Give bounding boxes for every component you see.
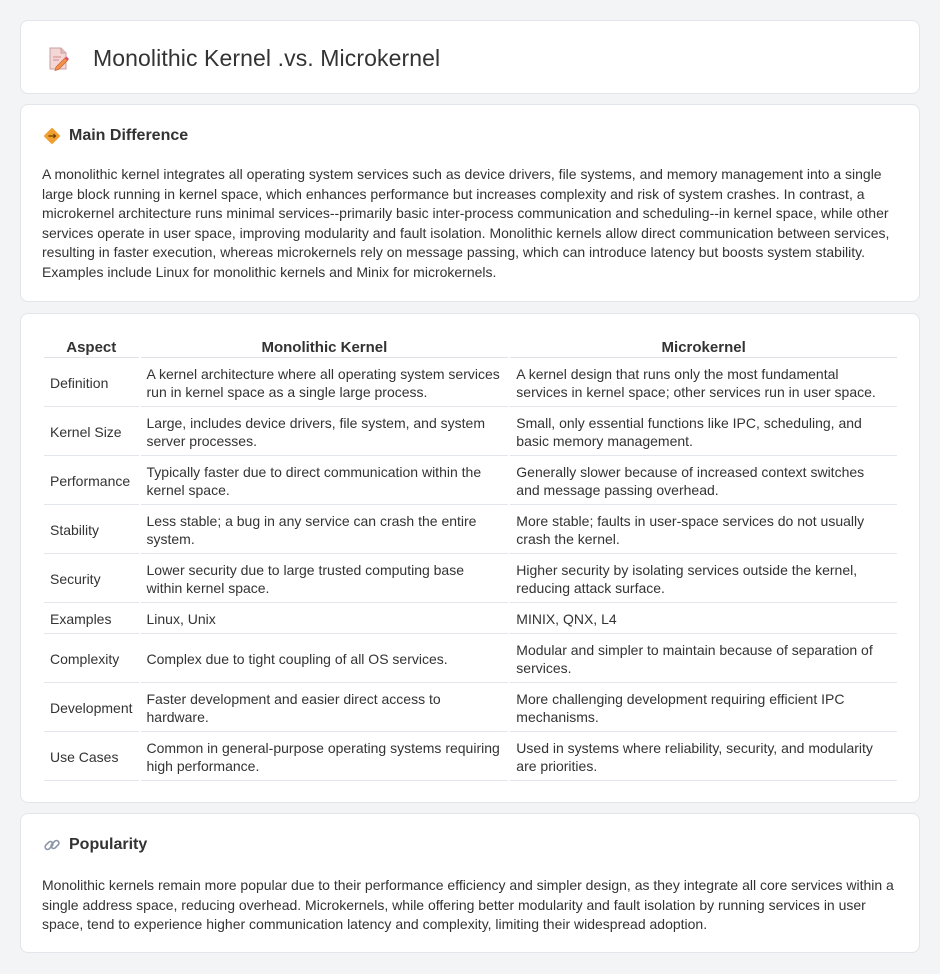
monolithic-cell: Typically faster due to direct communication within the kernel space. bbox=[141, 456, 509, 505]
table-row bbox=[44, 732, 897, 781]
monolithic-cell: Linux, Unix bbox=[141, 603, 509, 634]
aspect-cell: Complexity bbox=[44, 634, 139, 683]
table-row bbox=[44, 634, 897, 683]
microkernel-cell: MINIX, QNX, L4 bbox=[510, 603, 897, 634]
aspect-cell: Examples bbox=[44, 603, 139, 634]
microkernel-cell: More challenging development requiring efficient IPC mechanisms. bbox=[510, 683, 897, 732]
table-row bbox=[44, 505, 897, 554]
monolithic-cell: Complex due to tight coupling of all OS services. bbox=[141, 634, 509, 683]
table-header-row bbox=[44, 337, 897, 358]
aspect-cell: Security bbox=[44, 554, 139, 603]
title-row bbox=[47, 45, 440, 72]
comparison-card bbox=[20, 313, 920, 803]
title-card bbox=[20, 20, 920, 94]
main-difference-card bbox=[20, 104, 920, 302]
monolithic-cell: A kernel architecture where all operating system services run in kernel space as a single large process. bbox=[141, 358, 509, 407]
table-row bbox=[44, 456, 897, 505]
header-microkernel: Microkernel bbox=[510, 337, 897, 358]
popularity-card bbox=[20, 813, 920, 953]
comparison-table bbox=[42, 337, 899, 781]
table-row bbox=[44, 683, 897, 732]
microkernel-cell: Small, only essential functions like IPC, scheduling, and basic memory management. bbox=[510, 407, 897, 456]
popularity-text: Monolithic kernels remain more popular due to their performance efficiency and simpler design, as they integrate all core services within a single address space, reducing overhead. Microkernels, while offering better modularity and fault isolation by running services in user space, tend to experience higher communication latency and complexity, limiting their widespread adoption. bbox=[42, 877, 894, 932]
microkernel-cell: Higher security by isolating services outside the kernel, reducing attack surface. bbox=[510, 554, 897, 603]
main-difference-text: A monolithic kernel integrates all operating system services such as device drivers, file systems, and memory management into a single large block running in kernel space, which enhances performance but increases complexity and risk of system crashes. In contrast, a microkernel architecture runs minimal services--primarily basic inter-process communication and scheduling--in kernel space, while other services operate in user space, improving modularity and fault isolation. Monolithic kernels allow direct communication between services, resulting in faster execution, whereas microkernels rely on message passing, which can introduce latency but boosts system stability. Examples include Linux for monolithic kernels and Minix for microkernels. bbox=[42, 166, 890, 280]
diamond-arrows-icon bbox=[43, 127, 61, 145]
page-title: Monolithic Kernel .vs. Microkernel bbox=[93, 45, 441, 71]
aspect-cell: Stability bbox=[44, 505, 139, 554]
header-monolithic: Monolithic Kernel bbox=[141, 337, 509, 358]
popularity-header bbox=[43, 836, 147, 854]
main-difference-title: Main Difference bbox=[69, 127, 189, 144]
monolithic-cell: Large, includes device drivers, file system, and system server processes. bbox=[141, 407, 509, 456]
document-pencil-icon bbox=[47, 47, 69, 71]
popularity-title: Popularity bbox=[69, 836, 148, 853]
table-row bbox=[44, 603, 897, 634]
aspect-cell: Kernel Size bbox=[44, 407, 139, 456]
microkernel-cell: More stable; faults in user-space services do not usually crash the kernel. bbox=[510, 505, 897, 554]
monolithic-cell: Common in general-purpose operating systems requiring high performance. bbox=[141, 732, 509, 781]
monolithic-cell: Faster development and easier direct access to hardware. bbox=[141, 683, 509, 732]
monolithic-cell: Less stable; a bug in any service can crash the entire system. bbox=[141, 505, 509, 554]
microkernel-cell: A kernel design that runs only the most fundamental services in kernel space; other services run in user space. bbox=[510, 358, 897, 407]
microkernel-cell: Modular and simpler to maintain because of separation of services. bbox=[510, 634, 897, 683]
header-aspect: Aspect bbox=[44, 337, 139, 358]
aspect-cell: Performance bbox=[44, 456, 139, 505]
aspect-cell: Definition bbox=[44, 358, 139, 407]
table-row bbox=[44, 554, 897, 603]
link-icon bbox=[43, 836, 61, 854]
microkernel-cell: Used in systems where reliability, security, and modularity are priorities. bbox=[510, 732, 897, 781]
microkernel-cell: Generally slower because of increased context switches and message passing overhead. bbox=[510, 456, 897, 505]
aspect-cell: Use Cases bbox=[44, 732, 139, 781]
monolithic-cell: Lower security due to large trusted computing base within kernel space. bbox=[141, 554, 509, 603]
main-difference-header bbox=[43, 127, 188, 145]
table-row bbox=[44, 407, 897, 456]
table-row bbox=[44, 358, 897, 407]
aspect-cell: Development bbox=[44, 683, 139, 732]
